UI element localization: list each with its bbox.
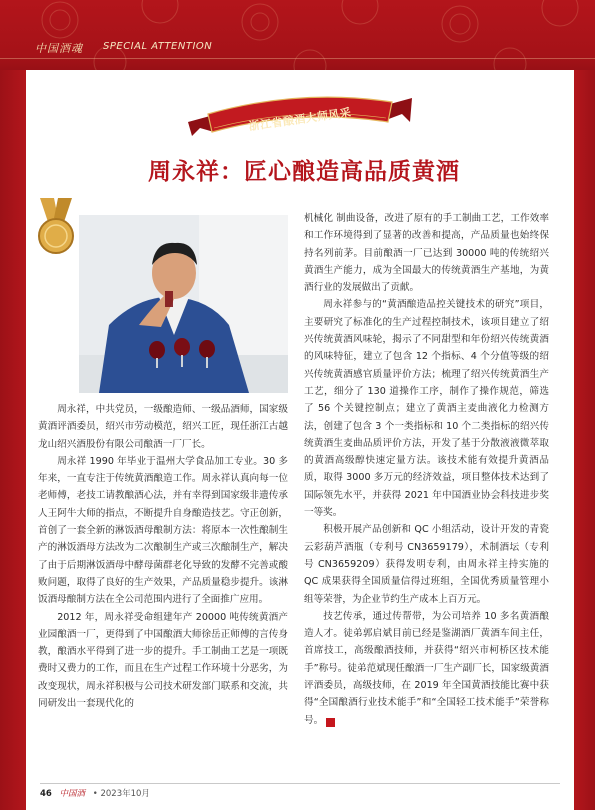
paragraph-last [304, 608, 549, 729]
paragraph: 积极开展产品创新和 QC 小组活动，设计开发的青瓷云彩葫芦酒瓶（专利号 CN3659179），术制酒坛（专利号 CN3659209）获得发明专利，由周永祥主持实施的 QC 成果获得全国质量信得过班组，全国优秀质量管理小组等荣誉，为企业节约生产成本上百万元。 [304, 524, 549, 605]
paragraph: 2012 年，周永祥受命组建年产 20000 吨传统黄酒产业园酿酒一厂，更得到了中国酿酒大师徐岳正师傅的言传身教，酿酒水平得到了进一步的提升。手工制曲工艺是一项既费时又费力的工作，而且在生产过程工作环境十分恶劣，为改变现状，周永祥积极与公司技术研发部门联系和交流，共同研发出一套现代化的 [38, 611, 288, 710]
ribbon-text: 浙江省酿酒大师风采 [247, 105, 353, 134]
left-text-column [38, 401, 288, 712]
paragraph-continuation: 机械化 制曲设备，改进了原有的手工制曲工艺，工作效率和工作环境得到了显著的改善和提高，产品质量也始终保持名列前茅。目前酿酒一厂已达到 30000 吨的传统绍兴黄酒生产能力，成为全国最大的传统黄酒生产基地，为黄酒行业的发展做出了贡献。 [304, 213, 549, 294]
header-pattern [0, 0, 595, 80]
right-text-column [304, 210, 549, 729]
page-header [0, 0, 595, 80]
column-name-english: SPECIAL ATTENTION [103, 41, 213, 52]
footer-separator: • [92, 789, 98, 799]
portrait-photo [79, 215, 288, 393]
page-footer [40, 787, 150, 799]
paragraph: 周永祥参与的“黄酒酿造品控关键技术的研究”项目，主要研究了标准化的生产过程控制技术，该项目建立了绍兴传统黄酒风味轮，揭示了不同甜型和年份绍兴传统黄酒的风味特征，建立了包含 12 个指标、4 个分值等级的绍兴传统黄酒感官质量评价方法；梳理了绍兴传统黄酒生产工艺，细分了 130 道操作工序，制作了操作规范，筛选了 56 个关键控制点；建立了黄酒主麦曲液化力检测方法，创建了包含 3 个一类指标和 10 个二类指标的绍兴传统黄酒生麦曲品质评价方法，开发了基于分散液液微萃取的黄酒高级醇快速定量方法。该技术能有效提升黄酒品质，取得 3000 多万元的经济效益，项目整体技术达到了国际领先水平，并获得 2021 年中国酒业协会科技进步奖一等奖。 [304, 299, 549, 519]
left-border-band [0, 70, 26, 810]
right-border-band [574, 70, 595, 810]
header-rule [0, 58, 595, 59]
medal-icon [32, 196, 80, 258]
issue-date: 2023年10月 [100, 789, 150, 799]
end-mark-icon: ◆ [326, 718, 335, 727]
paragraph: 周永祥，中共党员，一级酿造师、一级品酒师，国家级黄酒评酒委员，绍兴市劳动模范，绍兴工匠，现任浙江古越龙山绍兴酒股份有限公司酿酒一厂厂长。 [38, 404, 288, 450]
paragraph-text: 技艺传承，通过传帮带，为公司培养 10 多名黄酒酿造人才。徒弟郭启斌目前已经是鉴湖酒厂黄酒车间主任，首席技工，高级酿酒技师，并获得“绍兴市柯桥区技术能手”称号。徒弟范斌现任酿酒一厂生产副厂长，国家级黄酒评酒委员，高级技师，在 2019 年全国黄酒技能比赛中获得“全国酿酒行业技术能手”和“全国轻工技术能手”荣誉称号。 [304, 610, 549, 726]
page-number: 46 [40, 789, 52, 799]
column-name: 中国酒魂 [35, 42, 83, 55]
footer-rule [40, 783, 560, 784]
magazine-name: 中国酒 [59, 789, 86, 799]
article-title: 周永祥：匠心酿造高品质黄酒 [148, 158, 460, 185]
portrait-illustration [79, 215, 288, 393]
paragraph: 周永祥 1990 年毕业于温州大学食品加工专业。30 多年来，一直专注于传统黄酒酿造工作。周永祥认真向每一位老师傅，老技工请教酿酒心法，并有幸得到国家级非遗传承人王阿牛大师的指点，不断提升自身酿造技艺。守正创新，首创了一套全新的淋饭酒母酿制方法：将原本一次性酿制生产的淋饭酒母方法改为二次酿制生产或三次酿制生产，解决了由于后期淋饭酒母中酵母菌群老化导致的发酵不完善或酸败问题，取得了良好的生产效果，产品质量稳步提升。该淋饭酒母酿制方法在全公司范围内进行了全面推广应用。 [38, 455, 288, 606]
